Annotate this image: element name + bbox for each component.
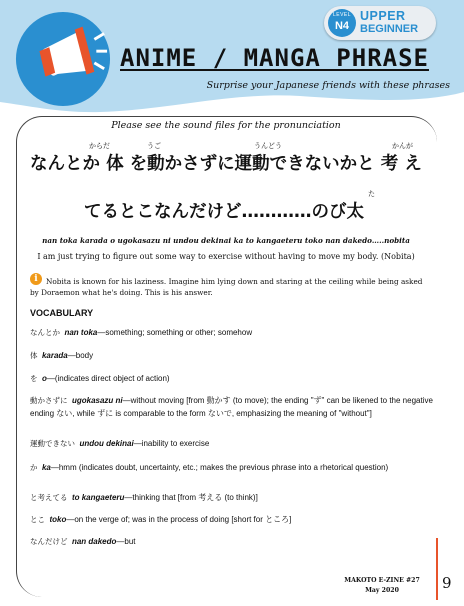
- vocab-item: [30, 372, 434, 385]
- page-header: [0, 0, 464, 122]
- vocab-definition: —body: [67, 351, 94, 360]
- page-number: 9: [442, 574, 452, 592]
- furigana-ta: た: [368, 190, 375, 198]
- level-code: N4: [334, 20, 350, 32]
- vocab-japanese: 動かさずに: [30, 396, 68, 405]
- vocabulary-heading: VOCABULARY: [30, 308, 94, 318]
- megaphone-icon: [14, 10, 112, 108]
- vocab-japanese: を: [30, 374, 38, 383]
- vocab-romaji: undou dekinai: [79, 439, 134, 448]
- vocab-item: [30, 437, 434, 450]
- level-label: [360, 10, 434, 36]
- level-badge: [324, 6, 436, 40]
- phrase-line-1: なんとか 体 を動かさずに運動できないかと 考 え: [30, 154, 422, 174]
- vocab-japanese: なんとか: [30, 328, 60, 337]
- vocab-definition: —hmm (indicates doubt, uncertainty, etc.; makes the previous phrase into a rhetorical question): [50, 463, 389, 472]
- vocab-romaji: toko: [49, 515, 67, 524]
- furigana-undou: うんどう: [254, 142, 282, 150]
- furigana-karada: からだ: [89, 142, 110, 150]
- vocab-japanese: 体: [30, 351, 38, 360]
- vocab-item: [30, 326, 434, 339]
- vocab-japanese: か: [30, 463, 38, 472]
- vocab-item: [30, 491, 434, 504]
- info-icon: i: [30, 273, 42, 285]
- vocab-japanese: と考えてる: [30, 493, 68, 502]
- vocab-item: [30, 513, 434, 526]
- zine-name: MAKOTO E-ZINE #27: [344, 577, 420, 584]
- vocab-definition: —something; something or other; somehow: [97, 328, 253, 337]
- issue-date: May 2020: [365, 587, 399, 594]
- vocab-japanese: 運動できない: [30, 439, 75, 448]
- phrase-romaji: nan toka karada o ugokasazu ni undou dekinai ka to kangaeteru toko nan dakedo…..nobita: [42, 236, 410, 245]
- vocab-romaji: karada: [41, 351, 68, 360]
- vocab-definition: —thinking that [from 考える (to think)]: [124, 493, 258, 502]
- vocab-romaji: nan toka: [64, 328, 98, 337]
- phrase-translation: I am just trying to figure out some way to exercise without having to move my body. (Nobita): [37, 252, 415, 261]
- furigana-kanga: かんが: [392, 142, 413, 150]
- vocab-romaji: o: [41, 374, 47, 383]
- vocab-japanese: なんだけど: [30, 537, 68, 546]
- vocab-definition: —on the verge of; was in the process of doing [short for ところ]: [66, 515, 292, 524]
- phrase-line-2: てるとこなんだけど…………のび太: [84, 202, 364, 222]
- page-footer: [330, 576, 434, 596]
- vocab-romaji: ugokasazu ni: [71, 396, 123, 405]
- vocab-romaji: ka: [41, 463, 51, 472]
- vocab-item: [30, 461, 434, 474]
- vocab-japanese: とこ: [30, 515, 45, 524]
- level-word: LEVEL: [332, 12, 352, 18]
- vocab-item: [30, 349, 434, 362]
- vocab-item: [30, 394, 434, 420]
- vocab-definition: —(indicates direct object of action): [46, 374, 170, 383]
- culture-note: Nobita is known for his laziness. Imagine him lying down and staring at the ceiling while being asked by Doraemon what he's doing. This is his answer.: [30, 277, 423, 297]
- level-label-line-1: UPPER: [360, 9, 406, 23]
- level-circle: [328, 9, 356, 37]
- vocab-definition: —without moving [from 動かす (to move); the ending "ず" can be likened to the negative ending ない, while ずに is comparable to the form ないで, emphasizing the meaning of "without"]: [30, 396, 433, 418]
- vocab-definition: —inability to exercise: [133, 439, 210, 448]
- vocab-romaji: nan dakedo: [71, 537, 117, 546]
- page-title: ANIME / MANGA PHRASE: [120, 44, 429, 72]
- furigana-ugo: うご: [147, 142, 161, 150]
- level-label-line-2: BEGINNER: [360, 23, 419, 35]
- vocab-item: [30, 535, 434, 548]
- vocab-definition: —but: [116, 537, 136, 546]
- accent-bar: [436, 538, 438, 600]
- pronunciation-instruction: Please see the sound files for the pronunciation: [111, 120, 341, 131]
- page-subtitle: Surprise your Japanese friends with these phrases: [206, 80, 450, 91]
- vocab-romaji: to kangaeteru: [71, 493, 125, 502]
